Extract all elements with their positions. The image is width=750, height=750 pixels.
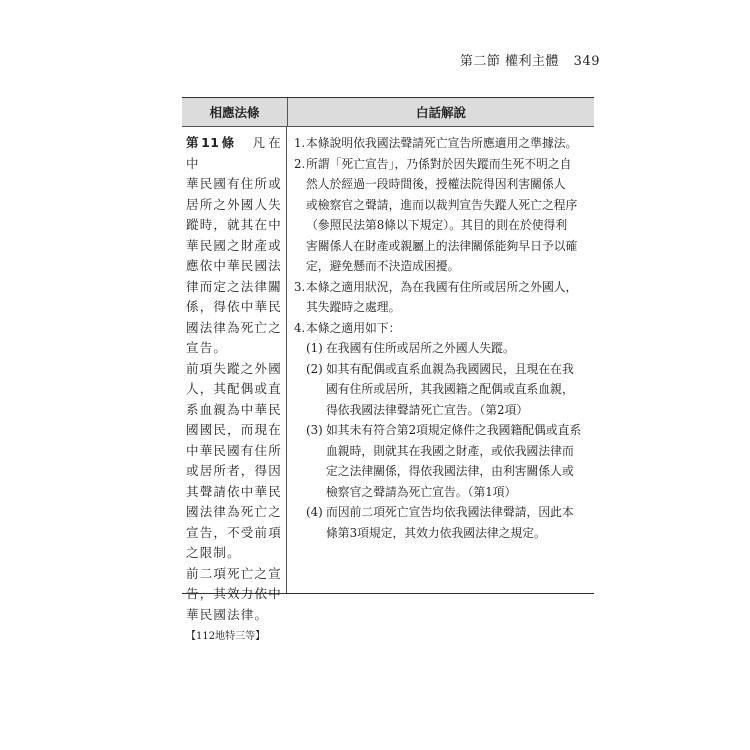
article-line: 宣告。 — [186, 340, 228, 355]
item-number: 2. — [294, 156, 306, 171]
list-item — [294, 318, 590, 339]
article-line: 係，得依中華民 — [186, 299, 282, 314]
article-line: 人，其配偶或直 — [186, 381, 282, 396]
page-number: 349 — [573, 54, 600, 69]
article-line: 第11條 凡在中 — [186, 135, 282, 171]
article-line: 之限制。 — [186, 545, 241, 560]
article-line: 國國民，而現在 — [186, 422, 282, 437]
sub-item-number: (3) — [306, 423, 323, 437]
article-line: 律而定之法律關 — [186, 278, 282, 294]
comparison-table — [182, 97, 594, 642]
article-line: 前項失蹤之外國 — [186, 360, 282, 376]
article-line: 居所之外國人失 — [186, 196, 282, 212]
table-header-row — [182, 98, 594, 127]
article-line: 蹤時，就其在中 — [186, 217, 282, 232]
item-number: 3. — [294, 279, 306, 294]
list-item — [294, 133, 590, 154]
article-line: 告，其效力依中 — [186, 586, 282, 601]
column-header-law: 相應法條 — [182, 98, 288, 126]
item-number: 1. — [294, 136, 306, 150]
article-line: 前二項死亡之宣 — [186, 565, 282, 581]
sub-list-item — [294, 502, 590, 543]
article-line: 中華民國有住所 — [186, 442, 282, 458]
article-line: 宣告，不受前項 — [186, 524, 282, 540]
explanation-column — [287, 127, 594, 593]
table-body — [182, 127, 594, 642]
article-line: 其聲請依中華民 — [186, 483, 282, 499]
page-header — [300, 50, 600, 69]
article-line: 華民國之財產或 — [186, 237, 282, 253]
sub-list-item — [294, 420, 590, 502]
article-line: 國法律為死亡之 — [186, 504, 282, 519]
article-line: 應依中華民國法 — [186, 258, 282, 273]
exam-source-tag: 【112地特三等】 — [186, 631, 266, 642]
item-text: 所謂「死亡宣告」，乃係對於因失蹤而生死不明之自 然人於經過一段時間後，授權法院得因利害關係人 或檢察官之聲請，進而以裁判宣告失蹤人死亡之程序 （參照民法第8條以下規定）。其目的則在於使得利 害關係人在財產或親屬上的法律關係能夠早日予以確 定，避免懸而不決造成困擾。 — [306, 156, 578, 273]
sub-item-number: (1) — [306, 341, 323, 355]
sub-list-item — [294, 338, 590, 359]
list-item — [294, 277, 590, 318]
article-paragraph-1 — [186, 133, 282, 359]
sub-item-number: (2) — [306, 361, 323, 376]
article-paragraph-2 — [186, 359, 282, 564]
article-line: 國法律為死亡之 — [186, 319, 282, 335]
sub-list-item — [294, 359, 590, 421]
sub-item-text: 如其未有符合第2項規定條件之我國籍配偶或直系 血親時，則就其在我國之財產，或依我國法律而 定之法律關係，得依我國法律，由利害關係人或 檢察官之聲請為死亡宣告。（第1項） — [326, 423, 582, 499]
article-line: 或居所者，得因 — [186, 463, 282, 478]
section-title: 第二節 權利主體 — [459, 54, 560, 69]
sub-item-text: 而因前二項死亡宣告均依我國法律聲請，因此本 條第3項規定，其效力依我國法律之規定。 — [326, 505, 574, 540]
sub-item-number: (4) — [306, 505, 323, 519]
column-header-explanation: 白話解說 — [415, 105, 466, 120]
list-item — [294, 154, 590, 277]
item-text: 本條之適用狀況，為在我國有住所或居所之外國人， 其失蹤時之處理。 — [306, 279, 578, 314]
article-number: 第11條 — [186, 135, 237, 150]
sub-item-text: 在我國有住所或居所之外國人失蹤。 — [326, 341, 515, 355]
article-line: 華民國有住所或 — [186, 176, 282, 191]
item-text: 本條說明依我國法聲請死亡宣告所應適用之準據法。 — [306, 136, 578, 150]
article-paragraph-3 — [186, 564, 282, 626]
sub-item-text: 如其有配偶或直系血親為我國國民，且現在在我 國有住所或居所，其我國籍之配偶或直系血親， 得依我國法律聲請死亡宣告。（第2項） — [326, 361, 574, 417]
law-article-column — [182, 127, 287, 642]
article-line: 華民國法律。 — [186, 606, 269, 622]
item-text: 本條之適用如下： — [306, 320, 401, 335]
item-number: 4. — [294, 320, 306, 335]
article-line: 系血親為中華民 — [186, 401, 282, 417]
